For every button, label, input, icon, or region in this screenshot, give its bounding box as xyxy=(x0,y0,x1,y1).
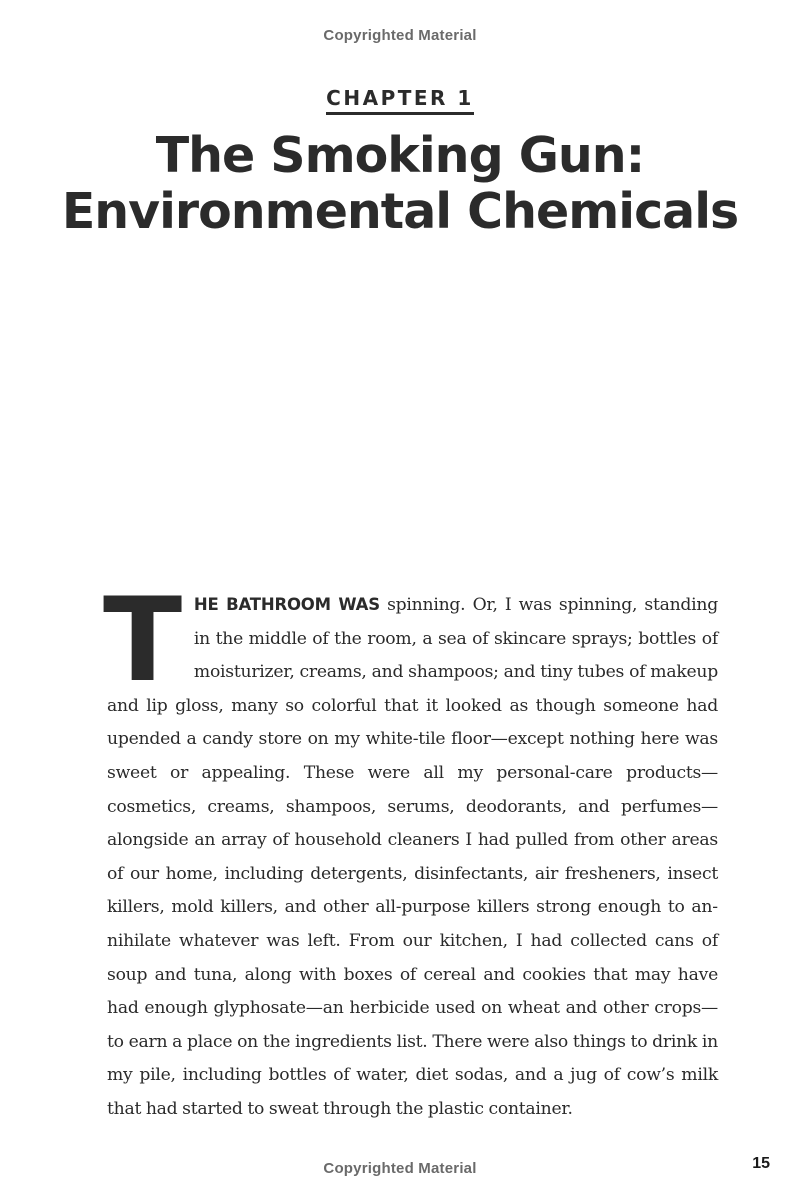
chapter-title-line-1: The Smoking Gun: xyxy=(155,127,645,184)
drop-cap: T xyxy=(103,573,182,708)
copyright-watermark-bottom: Copyrighted Material xyxy=(323,1160,477,1177)
lead-in-small-caps: HE BATHROOM WAS xyxy=(193,595,380,614)
chapter-title xyxy=(40,128,760,240)
chapter-label-text: CHAPTER 1 xyxy=(326,86,474,115)
chapter-title-line-2: Environmental Chemicals xyxy=(61,183,739,240)
chapter-label xyxy=(0,86,800,115)
body-paragraph-text: spinning. Or, I was spinning, standing in the middle of the room, a sea of skincare sprays; bottles of moisturizer, creams, and shampoos; and tiny tubes of makeup and lip gloss, many so colorful that it looked as though someone had upended a candy store on my white-tile floor—except nothing here was sweet or appealing. These were all my personal-care products—cosmetics, creams, shampoos, serums, deodorants, and perfumes—alongside an array of household cleaners I had pulled from other areas of our home, including detergents, disinfectants, air fresheners, insect killers, mold killers, and other all-purpose killers strong enough to annihilate whatever was left. From our kitchen, I had collected cans of soup and tuna, along with boxes of cereal and cookies that may have had enough glyphosate—an herbicide used on wheat and other crops—to earn a place on the ingredients list. There were also things to drink in my pile, including bottles of water, diet sodas, and a jug of cow’s milk that had started to sweat through the plastic container. xyxy=(107,595,718,1119)
copyright-watermark-top: Copyrighted Material xyxy=(323,27,477,44)
body-paragraph xyxy=(103,573,718,1127)
page-number: 15 xyxy=(752,1155,770,1172)
